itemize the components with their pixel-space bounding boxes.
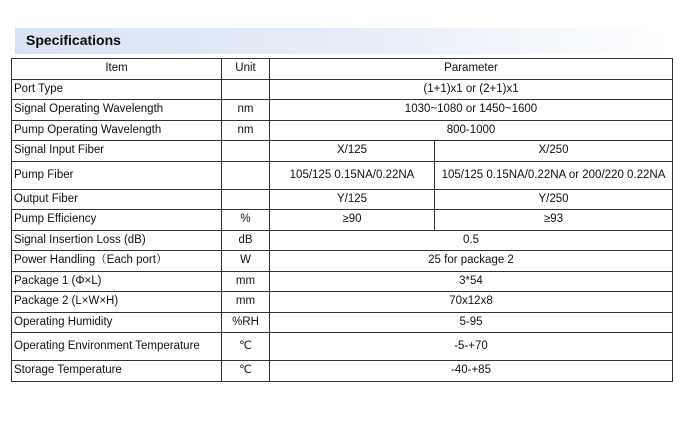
row-unit: mm xyxy=(222,292,270,313)
header-parameter: Parameter xyxy=(270,59,673,80)
row-unit: ℃ xyxy=(222,361,270,382)
row-value: 70x12x8 xyxy=(270,292,673,313)
row-item: Operating Humidity xyxy=(12,312,222,333)
row-item: Signal Operating Wavelength xyxy=(12,100,222,121)
row-unit xyxy=(222,141,270,162)
row-value-a: Y/125 xyxy=(270,189,435,210)
table-row xyxy=(12,141,673,162)
row-value-b: Y/250 xyxy=(435,189,673,210)
row-item: Pump Efficiency xyxy=(12,210,222,231)
row-value: 1030~1080 or 1450~1600 xyxy=(270,100,673,121)
table-row xyxy=(12,251,673,272)
table-row xyxy=(12,271,673,292)
row-item: Signal Insertion Loss (dB) xyxy=(12,230,222,251)
row-item: Signal Input Fiber xyxy=(12,141,222,162)
row-value: -5-+70 xyxy=(270,333,673,361)
row-value: 800-1000 xyxy=(270,120,673,141)
row-value-a: 105/125 0.15NA/0.22NA xyxy=(270,161,435,189)
table-row xyxy=(12,120,673,141)
table-row xyxy=(12,361,673,382)
row-value: 5-95 xyxy=(270,312,673,333)
row-item: Storage Temperature xyxy=(12,361,222,382)
table-row xyxy=(12,230,673,251)
row-item: Operating Environment Temperature xyxy=(12,333,222,361)
row-value: 3*54 xyxy=(270,271,673,292)
row-item: Package 1 (Φ×L) xyxy=(12,271,222,292)
row-value: 25 for package 2 xyxy=(270,251,673,272)
specifications-table xyxy=(11,58,673,382)
table-row xyxy=(12,189,673,210)
row-unit: W xyxy=(222,251,270,272)
table-row xyxy=(12,210,673,231)
row-unit: nm xyxy=(222,100,270,121)
row-unit: % xyxy=(222,210,270,231)
row-unit xyxy=(222,161,270,189)
row-item: Pump Operating Wavelength xyxy=(12,120,222,141)
row-value-a: ≥90 xyxy=(270,210,435,231)
row-item: Port Type xyxy=(12,79,222,100)
table-row xyxy=(12,100,673,121)
row-unit: dB xyxy=(222,230,270,251)
row-value-b: 105/125 0.15NA/0.22NA or 200/220 0.22NA xyxy=(435,161,673,189)
table-row xyxy=(12,292,673,313)
row-unit: ℃ xyxy=(222,333,270,361)
table-header-row xyxy=(12,59,673,80)
row-unit: nm xyxy=(222,120,270,141)
row-value-b: X/250 xyxy=(435,141,673,162)
row-unit xyxy=(222,79,270,100)
row-item: Pump Fiber xyxy=(12,161,222,189)
table-row xyxy=(12,161,673,189)
header-unit: Unit xyxy=(222,59,270,80)
row-value: 0.5 xyxy=(270,230,673,251)
row-value: (1+1)x1 or (2+1)x1 xyxy=(270,79,673,100)
row-item: Power Handling（Each port） xyxy=(12,251,222,272)
row-unit: mm xyxy=(222,271,270,292)
row-unit: %RH xyxy=(222,312,270,333)
table-row xyxy=(12,333,673,361)
row-item: Package 2 (L×W×H) xyxy=(12,292,222,313)
row-unit xyxy=(222,189,270,210)
row-value-a: X/125 xyxy=(270,141,435,162)
header-item: Item xyxy=(12,59,222,80)
table-row xyxy=(12,79,673,100)
row-value: -40-+85 xyxy=(270,361,673,382)
table-row xyxy=(12,312,673,333)
section-title: Specifications xyxy=(26,32,121,48)
row-value-b: ≥93 xyxy=(435,210,673,231)
row-item: Output Fiber xyxy=(12,189,222,210)
